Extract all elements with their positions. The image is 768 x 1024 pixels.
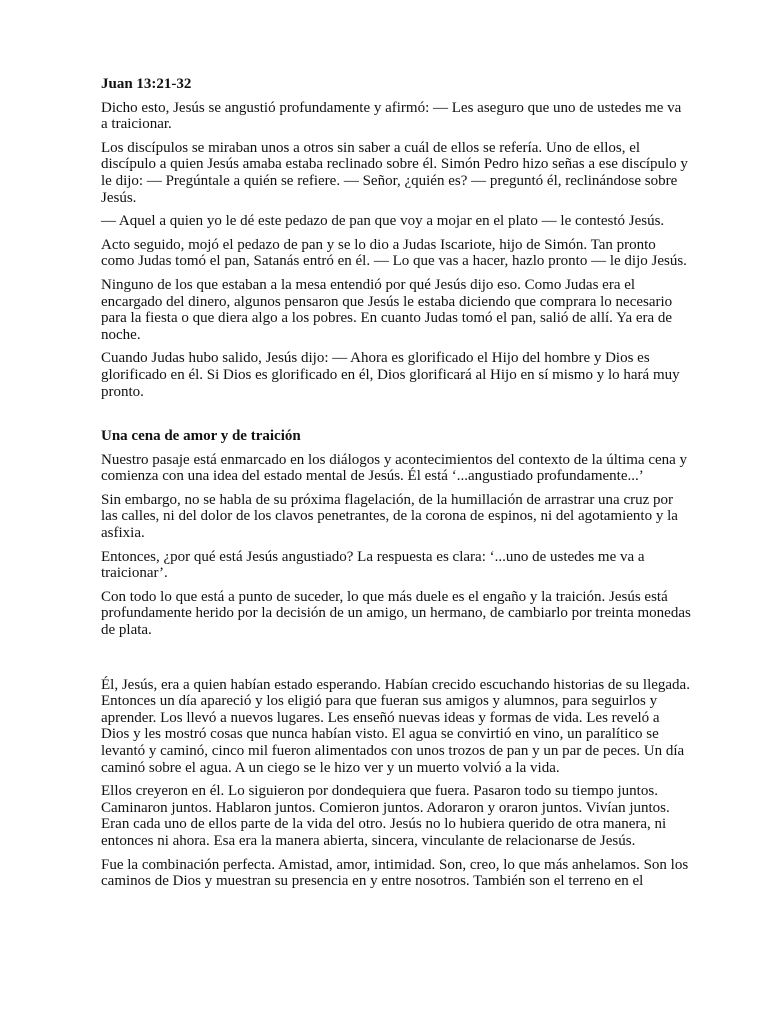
body-paragraph: Él, Jesús, era a quien habían estado esperando. Habían crecido escuchando historias de su llegada. Entonces un día apareció y los eligió para que fueran sus amigos y alumnos, para seguirlos y aprender. Los llevó a nuevos lugares. Les enseñó nuevas ideas y formas de vida. Les reveló a Dios y les mostró cosas que nunca habían visto. El agua se convirtió en vino, un paralítico se levantó y caminó, cinco mil fueron alimentados con unos trozos de pan y un par de peces. Un día caminó sobre el agua. A un ciego se le hizo ver y un muerto volvió a la vida. (101, 676, 690, 776)
passage-paragraph: Cuando Judas hubo salido, Jesús dijo: — Ahora es glorificado el Hijo del hombre y Dios es glorificado en él. Si Dios es glorificado en él, Dios glorificará al Hijo en sí mismo y lo hará muy pronto. (101, 350, 680, 400)
document-page (101, 76, 691, 897)
section-paragraph: Sin embargo, no se habla de su próxima flagelación, de la humillación de arrastrar una cruz por las calles, ni del dolor de los clavos penetrantes, de la corona de espinos, ni del agotamiento y la asfixia. (101, 491, 678, 542)
passage-paragraph: Los discípulos se miraban unos a otros sin saber a cuál de ellos se refería. Uno de ellos, el discípulo a quien Jesús amaba estaba reclinado sobre él. Simón Pedro hizo señas a ese discípulo y le dijo: — Pregúntale a quién se refiere. — Señor, ¿quién es? — preguntó él, reclinándose sobre Jesús. (101, 139, 688, 206)
passage-paragraph: Ninguno de los que estaban a la mesa entendió por qué Jesús dijo eso. Como Judas era el encargado del dinero, algunos pensaron que Jesús le estaba diciendo que comprara lo necesario para la fiesta o que diera algo a los pobres. En cuanto Judas tomó el pan, salió de allí. Ya era de noche. (101, 276, 673, 343)
passage-paragraph: — Aquel a quien yo le dé este pedazo de pan que voy a mojar en el plato — le contestó Jesús. (101, 213, 665, 230)
section-heading: Una cena de amor y de traición (101, 428, 301, 445)
passage-paragraph: Dicho esto, Jesús se angustió profundamente y afirmó: — Les aseguro que uno de ustedes me va a traicionar. (101, 99, 682, 133)
section-spacer (101, 646, 691, 677)
section-paragraph: Entonces, ¿por qué está Jesús angustiado? La respuesta es clara: ‘...uno de ustedes me va a traicionar’. (101, 548, 645, 582)
section-paragraph: Con todo lo que está a punto de suceder, lo que más duele es el engaño y la traición. Jesús está profundamente herido por la decisión de un amigo, un hermano, de cambiarlo por treinta monedas de plata. (101, 588, 691, 639)
body-paragraph: Fue la combinación perfecta. Amistad, amor, intimidad. Son, creo, lo que más anhelamos. Son los caminos de Dios y muestran su presencia en y entre nosotros. También son el terreno en el (101, 856, 689, 890)
passage-paragraph: Acto seguido, mojó el pedazo de pan y se lo dio a Judas Iscariote, hijo de Simón. Tan pronto como Judas tomó el pan, Satanás entró en él. — Lo que vas a hacer, hazlo pronto — le dijo Jesús. (101, 236, 687, 270)
section-paragraph: Nuestro pasaje está enmarcado en los diálogos y acontecimientos del contexto de la última cena y comienza con una idea del estado mental de Jesús. Él está ‘...angustiado profundamente...’ (101, 451, 688, 485)
body-paragraph: Ellos creyeron en él. Lo siguieron por dondequiera que fuera. Pasaron todo su tiempo juntos. Caminaron juntos. Hablaron juntos. Comieron juntos. Adoraron y oraron juntos. Vivían juntos. Eran cada uno de ellos parte de la vida del otro. Jesús no lo hubiera querido de otra manera, ni entonces ni ahora. Esa era la manera abierta, sincera, vinculante de relacionarse de Jesús. (101, 783, 670, 849)
passage-heading: Juan 13:21-32 (101, 76, 192, 92)
